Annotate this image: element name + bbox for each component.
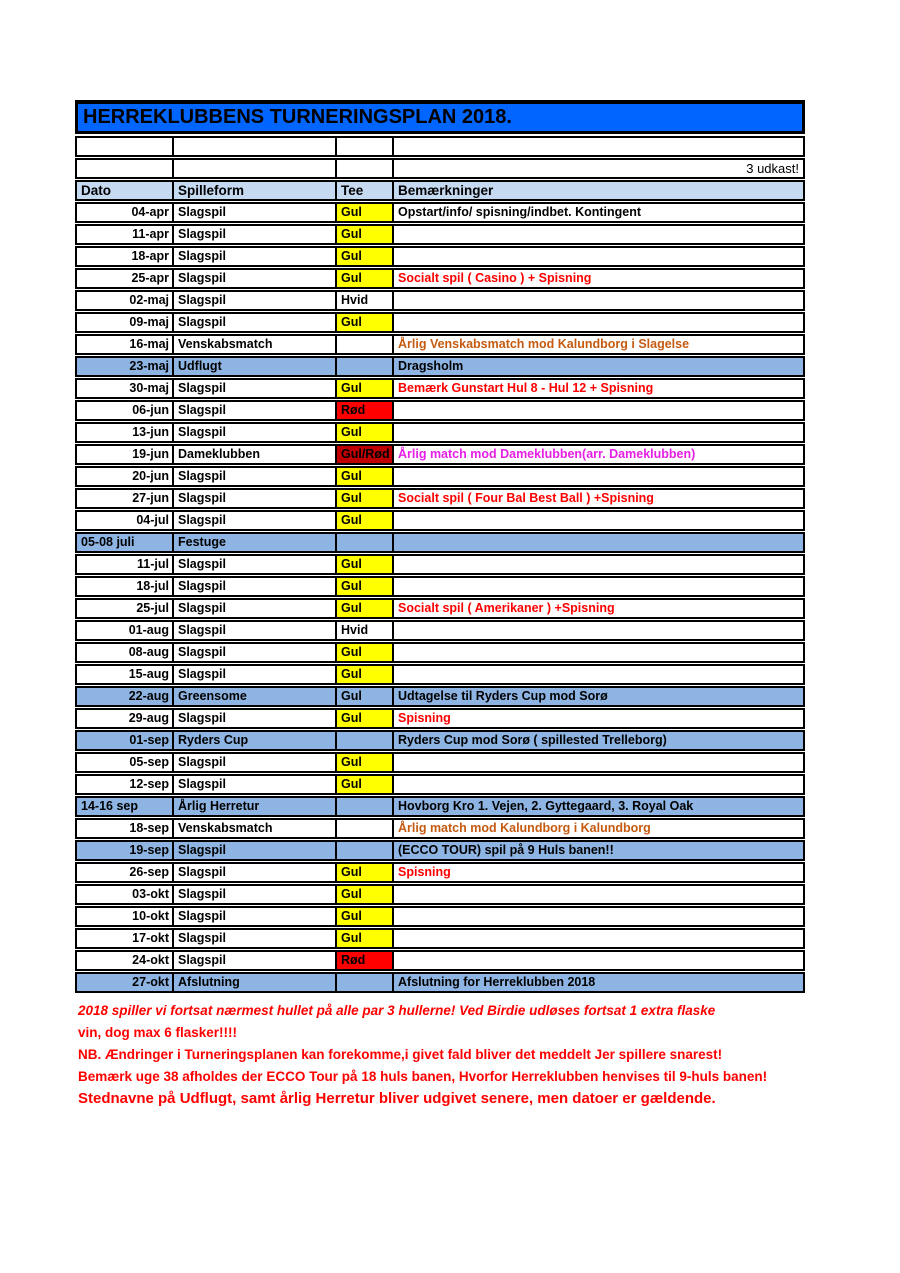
draft-note[interactable]: 3 udkast! (392, 160, 803, 177)
date-cell[interactable]: 22-aug (128, 689, 169, 703)
spilleform-cell[interactable]: Slagspil (172, 314, 335, 331)
date-cell[interactable]: 25-apr (131, 271, 169, 285)
column-header-tee[interactable]: Tee (335, 182, 392, 199)
date-cell[interactable]: 16-maj (129, 337, 169, 351)
tee-cell[interactable]: Gul (335, 930, 392, 947)
table-row (75, 818, 805, 839)
spilleform-cell[interactable]: Slagspil (172, 776, 335, 793)
spilleform-cell[interactable]: Slagspil (172, 930, 335, 947)
remark-cell[interactable]: Dragsholm (392, 358, 803, 375)
table-row (75, 488, 805, 509)
empty-cell[interactable] (335, 138, 392, 155)
date-cell[interactable]: 29-aug (128, 711, 169, 725)
column-header-spilleform[interactable]: Spilleform (172, 182, 335, 199)
remark-cell[interactable] (392, 622, 803, 639)
date-cell[interactable]: 27-jun (132, 491, 169, 505)
date-cell[interactable]: 06-jun (132, 403, 169, 417)
spilleform-cell[interactable]: Slagspil (172, 402, 335, 419)
spilleform-cell[interactable]: Slagspil (172, 424, 335, 441)
date-cell[interactable]: 17-okt (132, 931, 169, 945)
remark-cell[interactable]: Udtagelse til Ryders Cup mod Sorø (392, 688, 803, 705)
spilleform-cell[interactable]: Slagspil (172, 864, 335, 881)
remark-cell[interactable] (392, 534, 803, 551)
remark-cell[interactable] (392, 314, 803, 331)
spilleform-cell[interactable]: Slagspil (172, 952, 335, 969)
table-row (75, 642, 805, 663)
page-title: HERREKLUBBENS TURNERINGSPLAN 2018. (83, 106, 512, 128)
empty-cell[interactable] (172, 160, 335, 177)
tee-cell[interactable]: Gul (335, 688, 392, 705)
table-row (75, 268, 805, 289)
date-cell[interactable]: 25-jul (136, 601, 169, 615)
table-row (75, 444, 805, 465)
date-cell[interactable]: 11-jul (137, 557, 169, 571)
remark-cell[interactable]: Socialt spil ( Amerikaner ) +Spisning (392, 600, 803, 617)
tee-cell[interactable]: Gul/Rød (335, 446, 392, 463)
table-row (75, 928, 805, 949)
remark-cell[interactable]: Opstart/info/ spisning/indbet. Kontingent (392, 204, 803, 221)
date-cell[interactable]: 10-okt (132, 909, 169, 923)
table-row (75, 422, 805, 443)
remark-cell[interactable] (392, 468, 803, 485)
date-cell[interactable]: 02-maj (129, 293, 169, 307)
remark-cell[interactable]: Bemærk Gunstart Hul 8 - Hul 12 + Spisning (392, 380, 803, 397)
spilleform-cell[interactable]: Slagspil (172, 886, 335, 903)
table-row (75, 906, 805, 927)
empty-cell[interactable] (392, 138, 803, 155)
date-cell[interactable]: 14-16 sep (81, 799, 138, 813)
spilleform-cell[interactable]: Slagspil (172, 248, 335, 265)
empty-cell[interactable] (77, 160, 172, 177)
remark-cell[interactable]: Årlig match mod Kalundborg i Kalundborg (392, 820, 803, 837)
remark-cell[interactable]: Ryders Cup mod Sorø ( spillested Trelleborg) (392, 732, 803, 749)
remark-cell[interactable]: Afslutning for Herreklubben 2018 (392, 974, 803, 991)
remark-cell[interactable] (392, 556, 803, 573)
spilleform-cell[interactable]: Slagspil (172, 754, 335, 771)
spilleform-cell[interactable]: Slagspil (172, 270, 335, 287)
column-header-dato[interactable]: Dato (81, 183, 111, 198)
remark-cell[interactable]: Socialt spil ( Four Bal Best Ball ) +Spisning (392, 490, 803, 507)
footer-notes (78, 1000, 818, 1110)
spilleform-cell[interactable]: Venskabsmatch (172, 820, 335, 837)
date-cell[interactable]: 11-apr (132, 227, 169, 241)
table-row (75, 356, 805, 377)
date-cell[interactable]: 04-jul (136, 513, 169, 527)
spilleform-cell[interactable]: Slagspil (172, 512, 335, 529)
tee-cell[interactable]: Gul (335, 314, 392, 331)
spilleform-cell[interactable]: Udflugt (172, 358, 335, 375)
tee-cell[interactable]: Gul (335, 490, 392, 507)
spilleform-cell[interactable]: Slagspil (172, 600, 335, 617)
table-row (75, 730, 805, 751)
spilleform-cell[interactable]: Årlig Herretur (172, 798, 335, 815)
spilleform-cell[interactable]: Slagspil (172, 468, 335, 485)
footer-note-line: Bemærk uge 38 afholdes der ECCO Tour på 18 huls banen, Hvorfor Herreklubben henvises til 9-huls banen! (78, 1069, 768, 1084)
table-row (75, 378, 805, 399)
table-row (75, 862, 805, 883)
date-cell[interactable]: 09-maj (129, 315, 169, 329)
table-row (75, 400, 805, 421)
table-row (75, 708, 805, 729)
empty-cell[interactable] (335, 160, 392, 177)
footer-note-line: NB. Ændringer i Turneringsplanen kan forekomme,i givet fald bliver det meddelt Jer spillere snarest! (78, 1047, 723, 1062)
remark-cell[interactable] (392, 930, 803, 947)
date-cell[interactable]: 18-sep (129, 821, 169, 835)
tee-cell[interactable]: Gul (335, 754, 392, 771)
date-cell[interactable]: 18-jul (136, 579, 169, 593)
tee-cell[interactable]: Gul (335, 556, 392, 573)
remark-cell[interactable]: (ECCO TOUR) spil på 9 Huls banen!! (392, 842, 803, 859)
tee-cell[interactable] (335, 820, 392, 837)
date-cell[interactable]: 03-okt (132, 887, 169, 901)
table-row (75, 290, 805, 311)
date-cell[interactable]: 30-maj (129, 381, 169, 395)
date-cell[interactable]: 12-sep (129, 777, 169, 791)
remark-cell[interactable] (392, 512, 803, 529)
table-row (75, 312, 805, 333)
tee-cell[interactable]: Gul (335, 600, 392, 617)
spilleform-cell[interactable]: Slagspil (172, 490, 335, 507)
tee-cell[interactable]: Gul (335, 512, 392, 529)
table-body (75, 202, 805, 993)
tee-cell[interactable]: Gul (335, 710, 392, 727)
table-row (75, 576, 805, 597)
date-cell[interactable]: 13-jun (132, 425, 169, 439)
table-row (75, 664, 805, 685)
spilleform-cell[interactable]: Slagspil (172, 908, 335, 925)
spilleform-cell[interactable]: Slagspil (172, 644, 335, 661)
tee-cell[interactable]: Gul (335, 468, 392, 485)
spilleform-cell[interactable]: Slagspil (172, 226, 335, 243)
table-row (75, 554, 805, 575)
table-header (75, 180, 805, 201)
date-cell[interactable]: 24-okt (132, 953, 169, 967)
tee-cell[interactable]: Gul (335, 248, 392, 265)
remark-cell[interactable]: Hovborg Kro 1. Vejen, 2. Gyttegaard, 3. Royal Oak (392, 798, 803, 815)
remark-cell[interactable]: Spisning (392, 864, 803, 881)
tee-cell[interactable] (335, 798, 392, 815)
date-cell[interactable]: 23-maj (129, 359, 169, 373)
tee-cell[interactable]: Gul (335, 270, 392, 287)
tee-cell[interactable]: Gul (335, 776, 392, 793)
tee-cell[interactable] (335, 336, 392, 353)
spilleform-cell[interactable]: Slagspil (172, 666, 335, 683)
table-row (75, 752, 805, 773)
spilleform-cell[interactable]: Greensome (172, 688, 335, 705)
spilleform-cell[interactable]: Slagspil (172, 380, 335, 397)
tee-cell[interactable]: Gul (335, 864, 392, 881)
date-cell[interactable]: 01-aug (128, 623, 169, 637)
table-row (75, 950, 805, 971)
date-cell[interactable]: 05-08 juli (81, 535, 135, 549)
tee-cell[interactable]: Gul (335, 226, 392, 243)
remark-cell[interactable] (392, 578, 803, 595)
date-cell[interactable]: 27-okt (132, 975, 169, 989)
date-cell[interactable]: 05-sep (129, 755, 169, 769)
tee-cell[interactable]: Hvid (335, 292, 392, 309)
spilleform-cell[interactable]: Slagspil (172, 292, 335, 309)
remark-cell[interactable]: Socialt spil ( Casino ) + Spisning (392, 270, 803, 287)
spilleform-cell[interactable]: Festuge (172, 534, 335, 551)
remark-cell[interactable] (392, 644, 803, 661)
tee-cell[interactable]: Gul (335, 380, 392, 397)
remark-cell[interactable] (392, 226, 803, 243)
tee-cell[interactable] (335, 842, 392, 859)
tee-cell[interactable]: Gul (335, 644, 392, 661)
table-row (75, 620, 805, 641)
remark-cell[interactable] (392, 424, 803, 441)
tee-cell[interactable] (335, 974, 392, 991)
remark-cell[interactable] (392, 886, 803, 903)
draft-row (75, 158, 805, 179)
remark-cell[interactable] (392, 776, 803, 793)
table-row (75, 796, 805, 817)
tee-cell[interactable] (335, 358, 392, 375)
remark-cell[interactable] (392, 292, 803, 309)
date-cell[interactable]: 19-jun (132, 447, 169, 461)
table-row (75, 840, 805, 861)
table-row (75, 202, 805, 223)
spilleform-cell[interactable]: Slagspil (172, 204, 335, 221)
date-cell[interactable]: 01-sep (129, 733, 169, 747)
title-bar (75, 100, 805, 134)
spilleform-cell[interactable]: Ryders Cup (172, 732, 335, 749)
date-cell[interactable]: 18-apr (131, 249, 169, 263)
tournament-sheet (75, 100, 805, 994)
spilleform-cell[interactable]: Venskabsmatch (172, 336, 335, 353)
table-row (75, 510, 805, 531)
date-cell[interactable]: 15-aug (128, 667, 169, 681)
date-cell[interactable]: 04-apr (131, 205, 169, 219)
tee-cell[interactable] (335, 534, 392, 551)
empty-row (75, 136, 805, 157)
remark-cell[interactable] (392, 908, 803, 925)
table-row (75, 224, 805, 245)
table-row (75, 598, 805, 619)
remark-cell[interactable] (392, 402, 803, 419)
date-cell[interactable]: 26-sep (129, 865, 169, 879)
table-row (75, 246, 805, 267)
table-row (75, 884, 805, 905)
tee-cell[interactable]: Gul (335, 666, 392, 683)
remark-cell[interactable]: Spisning (392, 710, 803, 727)
footer-note-line: 2018 spiller vi fortsat nærmest hullet på alle par 3 hullerne! Ved Birdie udløses fortsat 1 extra flaske (78, 1003, 716, 1018)
spilleform-cell[interactable]: Afslutning (172, 974, 335, 991)
spilleform-cell[interactable]: Slagspil (172, 842, 335, 859)
remark-cell[interactable] (392, 666, 803, 683)
tee-cell[interactable] (335, 732, 392, 749)
date-cell[interactable]: 08-aug (128, 645, 169, 659)
footer-note-line: vin, dog max 6 flasker!!!! (78, 1025, 238, 1040)
remark-cell[interactable] (392, 248, 803, 265)
date-cell[interactable]: 19-sep (129, 843, 169, 857)
spilleform-cell[interactable]: Slagspil (172, 710, 335, 727)
remark-cell[interactable]: Årlig Venskabsmatch mod Kalundborg i Slagelse (392, 336, 803, 353)
table-row (75, 686, 805, 707)
footer-note-line: Stednavne på Udflugt, samt årlig Herretur bliver udgivet senere, men datoer er gældende. (78, 1090, 716, 1107)
empty-cell[interactable] (172, 138, 335, 155)
tee-cell[interactable]: Gul (335, 204, 392, 221)
column-header-bemaerkninger[interactable]: Bemærkninger (392, 182, 803, 199)
tee-cell[interactable]: Rød (335, 402, 392, 419)
remark-cell[interactable] (392, 754, 803, 771)
date-cell[interactable]: 20-jun (132, 469, 169, 483)
tee-cell[interactable]: Gul (335, 886, 392, 903)
tee-cell[interactable]: Hvid (335, 622, 392, 639)
table-row (75, 466, 805, 487)
tee-cell[interactable]: Rød (335, 952, 392, 969)
spilleform-cell[interactable]: Slagspil (172, 622, 335, 639)
remark-cell[interactable]: Årlig match mod Dameklubben(arr. Dameklubben) (392, 446, 803, 463)
tee-cell[interactable]: Gul (335, 908, 392, 925)
tee-cell[interactable]: Gul (335, 424, 392, 441)
table-row (75, 972, 805, 993)
table-row (75, 334, 805, 355)
table-row (75, 774, 805, 795)
empty-cell[interactable] (77, 138, 172, 155)
spilleform-cell[interactable]: Slagspil (172, 556, 335, 573)
table-row (75, 532, 805, 553)
remark-cell[interactable] (392, 952, 803, 969)
spilleform-cell[interactable]: Dameklubben (172, 446, 335, 463)
tee-cell[interactable]: Gul (335, 578, 392, 595)
spilleform-cell[interactable]: Slagspil (172, 578, 335, 595)
